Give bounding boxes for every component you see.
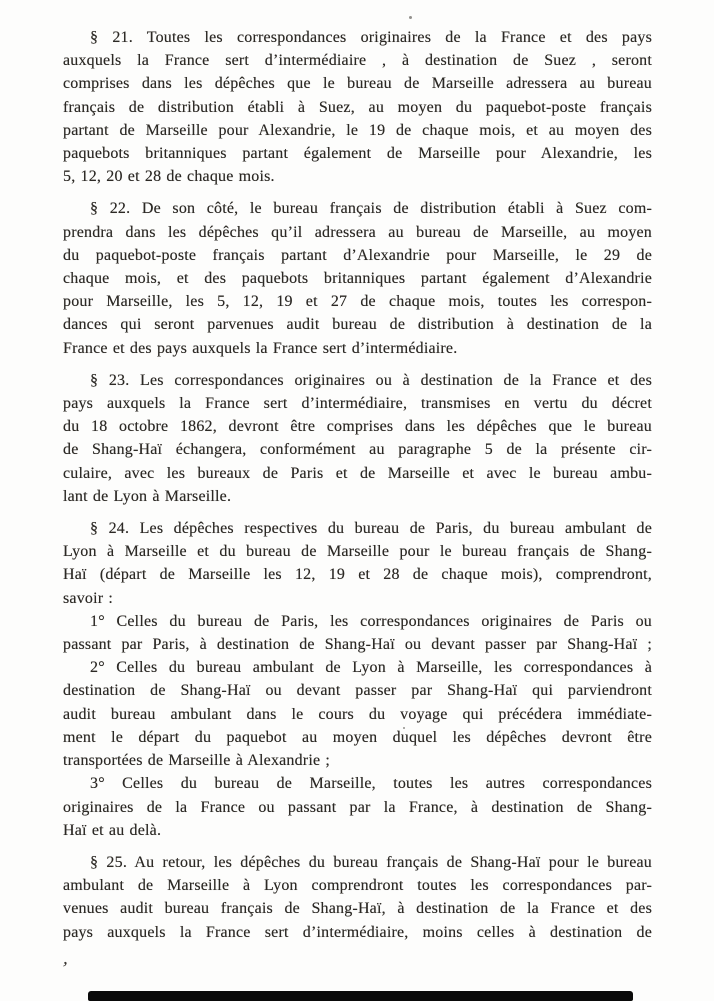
text-line: France et des pays auxquels la France sert d’intermédiaire. xyxy=(63,339,458,357)
text-line: audit bureau ambulant dans le cours du voyage qui précédera immédiate- xyxy=(63,705,652,723)
text-line: § 25. Au retour, les dépêches du bureau français de Shang-Haï pour le bureau xyxy=(90,853,652,871)
text-line: venues audit bureau français de Shang-Haï, à destination de la France et des xyxy=(63,900,652,918)
text-line: lant de Lyon à Marseille. xyxy=(63,487,232,505)
paragraph-section-21 xyxy=(63,26,652,188)
text-line: originaires de la France ou passant par la France, à destination de Shang- xyxy=(63,798,652,816)
text-line: Haï et au delà. xyxy=(63,821,162,839)
text-line: Haï (départ de Marseille les 12, 19 et 28 de chaque mois), comprendront, xyxy=(63,566,652,584)
scan-noise-dot xyxy=(409,16,412,19)
text-line: auxquels la France sert d’intermédiaire , à destination de Suez , seront xyxy=(63,52,652,70)
text-line: 5, 12, 20 et 28 de chaque mois. xyxy=(63,168,275,186)
paragraph-section-25 xyxy=(63,851,652,944)
text-line: français de distribution établi à Suez, au moyen du paquebot-poste français xyxy=(63,98,652,116)
text-line: pays auxquels la France sert d’intermédiaire, moins celles à destination de xyxy=(63,923,652,941)
text-line: culaire, avec les bureaux de Paris et de Marseille et avec le bureau ambu- xyxy=(63,464,652,482)
text-line: du paquebot-poste français partant d’Alexandrie pour Marseille, le 29 de xyxy=(63,246,652,264)
text-line: § 23. Les correspondances originaires ou à destination de la France et des xyxy=(90,371,652,389)
text-line: Lyon à Marseille et du bureau de Marseille pour le bureau français de Shang- xyxy=(63,543,652,561)
text-line: de Shang-Haï échangera, conformément au paragraphe 5 de la présente cir- xyxy=(63,441,652,459)
text-line: § 22. De son côté, le bureau français de distribution établi à Suez com- xyxy=(90,200,652,218)
text-line: ment le départ du paquebot au moyen duquel les dépêches devront être xyxy=(63,728,652,746)
paragraph-section-22 xyxy=(63,197,652,359)
text-line: transportées de Marseille à Alexandrie ; xyxy=(63,752,331,770)
scan-edge-artifact xyxy=(88,991,633,1001)
text-line: § 24. Les dépêches respectives du bureau de Paris, du bureau ambulant de xyxy=(90,520,652,538)
text-line: partant de Marseille pour Alexandrie, le 19 de chaque mois, et au moyen des xyxy=(63,121,652,139)
text-line: pour Marseille, les 5, 12, 19 et 27 de chaque mois, toutes les correspon- xyxy=(63,293,652,311)
text-line: 3° Celles du bureau de Marseille, toutes les autres correspondances xyxy=(90,775,652,793)
text-line: pays auxquels la France sert d’intermédiaire, transmises en vertu du décret xyxy=(63,395,652,413)
text-line: prendra dans les dépêches qu’il adressera au bureau de Marseille, au moyen xyxy=(63,223,652,241)
text-line: du 18 octobre 1862, devront être comprises dans les dépêches que le bureau xyxy=(63,418,652,436)
ink-stray-mark: , xyxy=(61,947,71,970)
text-line: comprises dans les dépêches que le bureau de Marseille adressera au bureau xyxy=(63,75,652,93)
text-line: paquebots britanniques partant également de Marseille pour Alexandrie, les xyxy=(63,145,652,163)
list-item-3 xyxy=(63,772,652,842)
text-line: dances qui seront parvenues audit bureau de distribution à destination de la xyxy=(63,316,652,334)
list-item-1 xyxy=(63,610,652,656)
list-item-2 xyxy=(63,656,652,772)
document-text-block xyxy=(63,26,652,944)
text-line: 1° Celles du bureau de Paris, les correspondances originaires de Paris ou xyxy=(90,612,652,630)
text-line: chaque mois, et des paquebots britanniques partant également d’Alexandrie xyxy=(63,270,652,288)
text-line: ambulant de Marseille à Lyon comprendront toutes les correspondances par- xyxy=(63,877,652,895)
paragraph-section-23 xyxy=(63,369,652,508)
text-line: destination de Shang-Haï ou devant passer par Shang-Haï qui parviendront xyxy=(63,682,652,700)
text-line: savoir : xyxy=(63,589,114,607)
text-line: passant par Paris, à destination de Shang-Haï ou devant passer par Shang-Haï ; xyxy=(63,636,652,654)
paragraph-section-24 xyxy=(63,517,652,610)
text-line: 2° Celles du bureau ambulant de Lyon à Marseille, les correspondances à xyxy=(90,659,652,677)
text-line: § 21. Toutes les correspondances originaires de la France et des pays xyxy=(90,29,652,46)
